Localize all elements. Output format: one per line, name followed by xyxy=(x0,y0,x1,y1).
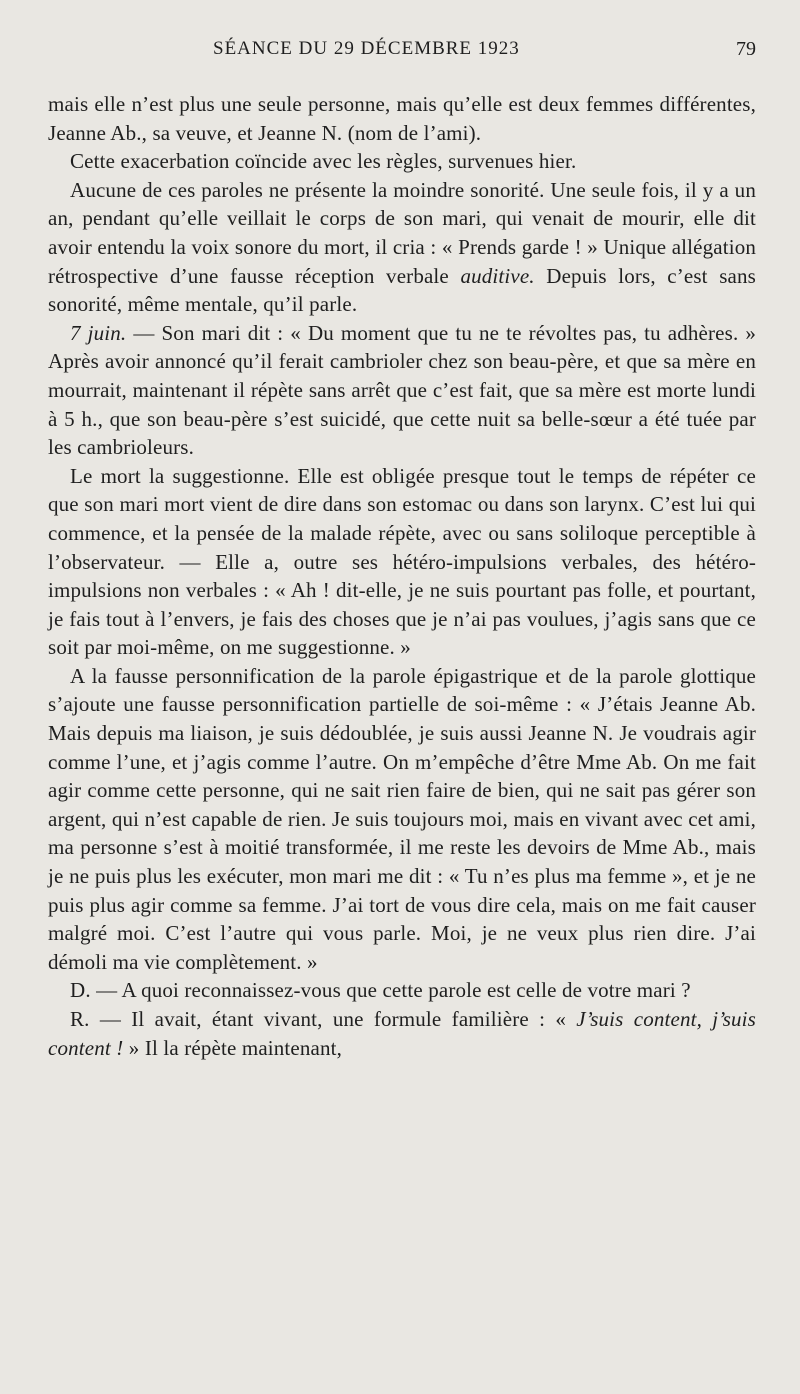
paragraph-4: 7 juin. — Son mari dit : « Du moment que tu ne te révoltes pas, tu adhères. » Après avoir annoncé qu’il ferait cambrioler chez son beau-père, et que sa mère en mourrait, maintenant il répète sans arrêt que c’est fait, que sa mère est morte lundi à 5 h., que son beau-père s’est suicidé, que cette nuit sa belle-sœur a été tuée par les cambrioleurs. xyxy=(48,320,756,460)
paragraph-7: D. — A quoi reconnaissez-vous que cette parole est celle de votre mari ? xyxy=(70,978,691,1003)
body-text xyxy=(48,90,756,1062)
paragraph-6: A la fausse personnification de la parole épigastrique et de la parole glottique s’ajoute une fausse personnification partielle de soi-même : « J’étais Jeanne Ab. Mais depuis ma liaison, je suis dédoublée, je suis aussi Jeanne N. Je voudrais agir comme l’une, et j’agis comme l’autre. On m’empêche d’être Mme Ab. On me fait agir comme cette personne, qui ne sait rien faire de bien, qui ne sait pas gérer son argent, qui n’est capable de rien. Je suis toujours moi, mais en vivant avec cet ami, ma personne s’est à moitié transformée, il me reste les devoirs de Mme Ab., mais je ne puis plus les exécuter, mon mari me dit : « Tu n’es plus ma femme », et je ne puis plus agir comme sa femme. J’ai tort de vous dire cela, mais on me fait causer malgré moi. C’est l’autre qui vous parle. Moi, je ne veux plus rien dire. J’ai démoli ma vie complètement. » xyxy=(48,663,756,974)
page-number: 79 xyxy=(736,38,756,60)
running-title: SÉANCE DU 29 DÉCEMBRE 1923 xyxy=(213,38,520,59)
paragraph-5: Le mort la suggestionne. Elle est obligée presque tout le temps de répéter ce que son mari mort vient de dire dans son estomac ou dans son larynx. C’est lui qui commence, et la pensée de la malade répète, avec ou sans soliloque perceptible à l’observateur. — Elle a, outre ses hétéro-impulsions verbales, des hétéro-impulsions non verbales : « Ah ! dit-elle, je ne suis pourtant pas folle, et pourtant, je fais tout à l’envers, je fais des choses que je n’ai pas voulues, j’agis sans que ce soit par moi-même, on me suggestionne. » xyxy=(48,463,756,660)
running-head xyxy=(48,38,756,78)
paragraph-2: Cette exacerbation coïncide avec les règles, survenues hier. xyxy=(70,149,577,174)
paragraph-8: R. — Il avait, étant vivant, une formule familière : « J’suis content, j’suis content ! » Il la répète maintenant, xyxy=(48,1007,756,1060)
paragraph-1: mais elle n’est plus une seule personne, mais qu’elle est deux femmes différentes, Jeanne Ab., sa veuve, et Jeanne N. (nom de l’ami). xyxy=(48,92,756,145)
paragraph-3: Aucune de ces paroles ne présente la moindre sonorité. Une seule fois, il y a un an, pendant qu’elle veillait le corps de son mari, qui venait de mourir, elle dit avoir entendu la voix sonore du mort, il cria : « Prends garde ! » Unique allégation rétrospective d’une fausse réception verbale auditive. Depuis lors, c’est sans sonorité, même mentale, qu’il parle. xyxy=(48,177,756,317)
